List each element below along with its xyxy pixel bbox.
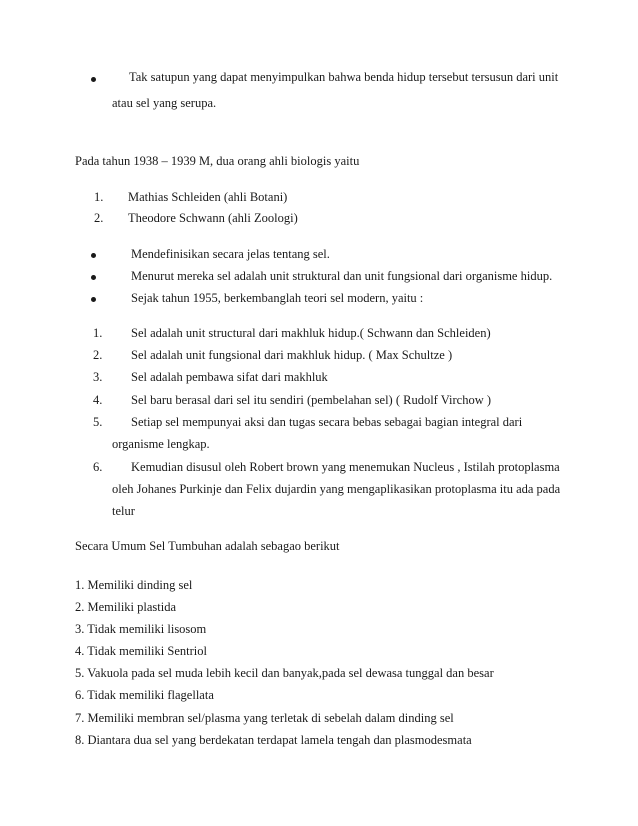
list-item: Sel adalah unit structural dari makhluk hidup.( Schwann dan Schleiden): [131, 326, 491, 340]
plant-list-item: 1. Memiliki dinding sel: [75, 578, 193, 592]
plant-list-item: 8. Diantara dua sel yang berdekatan terdapat lamela tengah dan plasmodesmata: [75, 733, 472, 747]
bullet-icon: [91, 77, 96, 82]
list-item: Sel adalah unit fungsional dari makhluk hidup. ( Max Schultze ): [131, 348, 453, 362]
plant-list-item: 5. Vakuola pada sel muda lebih kecil dan banyak,pada sel dewasa tunggal dan besar: [75, 666, 494, 680]
intro-paragraph: Pada tahun 1938 – 1939 M, dua orang ahli biologis yaitu: [75, 154, 360, 168]
plant-list-item: 2. Memiliki plastida: [75, 600, 177, 614]
list-number: 2.: [93, 348, 103, 362]
list-item: Sel adalah pembawa sifat dari makhluk: [131, 370, 328, 384]
list-number: 2.: [94, 211, 104, 225]
bullet-text: Menurut mereka sel adalah unit struktural dan unit fungsional dari organisme hidup.: [131, 269, 553, 283]
list-item-continued: organisme lengkap.: [112, 437, 210, 451]
bullet-text-continued: atau sel yang serupa.: [112, 96, 217, 110]
plant-list-item: 6. Tidak memiliki flagellata: [75, 688, 214, 702]
list-item: Kemudian disusul oleh Robert brown yang menemukan Nucleus , Istilah protoplasma: [131, 460, 560, 474]
bullet-text: Sejak tahun 1955, berkembanglah teori sel modern, yaitu :: [131, 291, 424, 305]
plant-list-item: 3. Tidak memiliki lisosom: [75, 622, 207, 636]
section-heading: Secara Umum Sel Tumbuhan adalah sebagao berikut: [75, 539, 340, 553]
list-number: 4.: [93, 393, 103, 407]
plant-list-item: 4. Tidak memiliki Sentriol: [75, 644, 207, 658]
list-item: Sel baru berasal dari sel itu sendiri (pembelahan sel) ( Rudolf Virchow ): [131, 393, 492, 407]
list-number: 1.: [93, 326, 103, 340]
list-number: 1.: [94, 190, 104, 204]
list-item: Theodore Schwann (ahli Zoologi): [128, 211, 298, 225]
list-item: Mathias Schleiden (ahli Botani): [128, 190, 288, 204]
list-number: 5.: [93, 415, 103, 429]
list-item: Setiap sel mempunyai aksi dan tugas secara bebas sebagai bagian integral dari: [131, 415, 523, 429]
plant-list-item: 7. Memiliki membran sel/plasma yang terletak di sebelah dalam dinding sel: [75, 711, 454, 725]
bullet-icon: [91, 297, 96, 302]
bullet-text: Mendefinisikan secara jelas tentang sel.: [131, 247, 330, 261]
bullet-icon: [91, 253, 96, 258]
bullet-icon: [91, 275, 96, 280]
list-number: 6.: [93, 460, 103, 474]
list-number: 3.: [93, 370, 103, 384]
bullet-text: Tak satupun yang dapat menyimpulkan bahwa benda hidup tersebut tersusun dari unit: [129, 70, 559, 84]
list-item-continued: oleh Johanes Purkinje dan Felix dujardin yang mengaplikasikan protoplasma itu ada pada: [112, 482, 561, 496]
list-item-continued: telur: [112, 504, 135, 518]
